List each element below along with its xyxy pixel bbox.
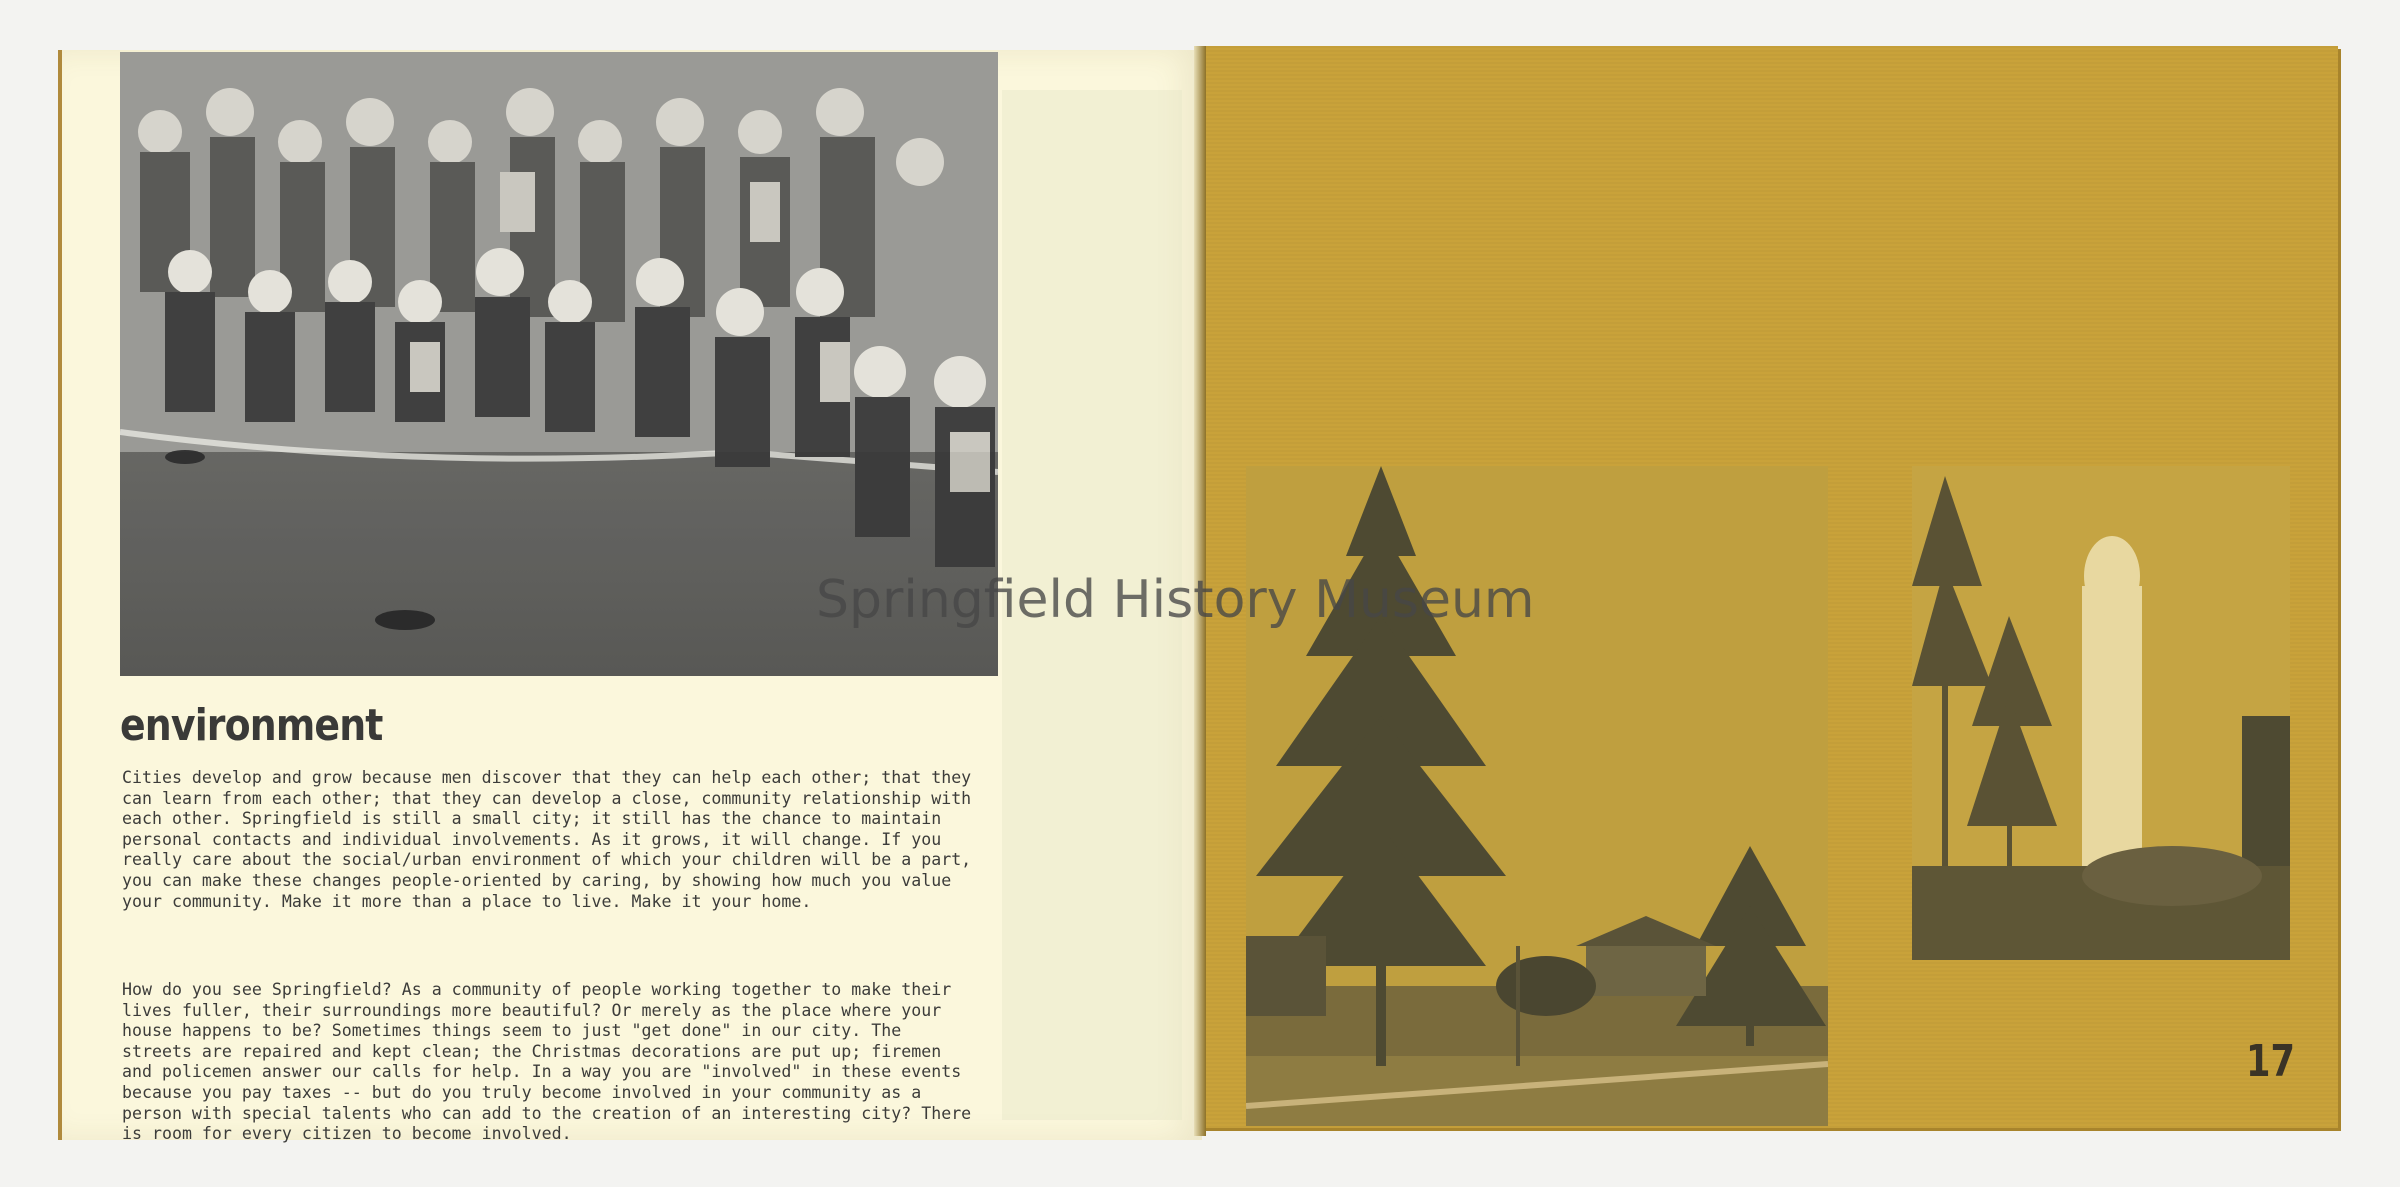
body-paragraph-2: How do you see Springfield? As a community of people working together to make their lives fuller, their surroundings more beautiful? Or merely as the place where your house happens to be? Sometimes things seem to just "get done" in our city. The streets are repaired and kept clean; the Christmas decorations are put up; firemen and policemen answer our calls for help. In a way you are "involved" in these events because you pay taxes -- but do you truly become involved in your community as a person with special talents who can add to the creation of an interesting city? There is room for every citizen to become involved. xyxy=(122,980,972,1144)
section-heading: environment xyxy=(120,700,383,751)
page-number: 17 xyxy=(2246,1036,2295,1087)
body-paragraph-1: Cities develop and grow because men discover that they can help each other; that they can learn from each other; that they can develop a close, community relationship with each other. Springfield is still a small city; it still has the chance to maintain personal contacts and individual involvements. As it grows, it will change. If you really care about the social/urban environment of which your children will be a part, you can make these changes people-oriented by caring, by showing how much you value your community. Make it more than a place to live. Make it your home. xyxy=(122,768,972,911)
museum-watermark: Springfield History Museum xyxy=(816,570,1535,630)
statue-and-pines-photo xyxy=(1912,466,2290,960)
pine-trees-neighborhood-photo xyxy=(1246,466,1828,1126)
